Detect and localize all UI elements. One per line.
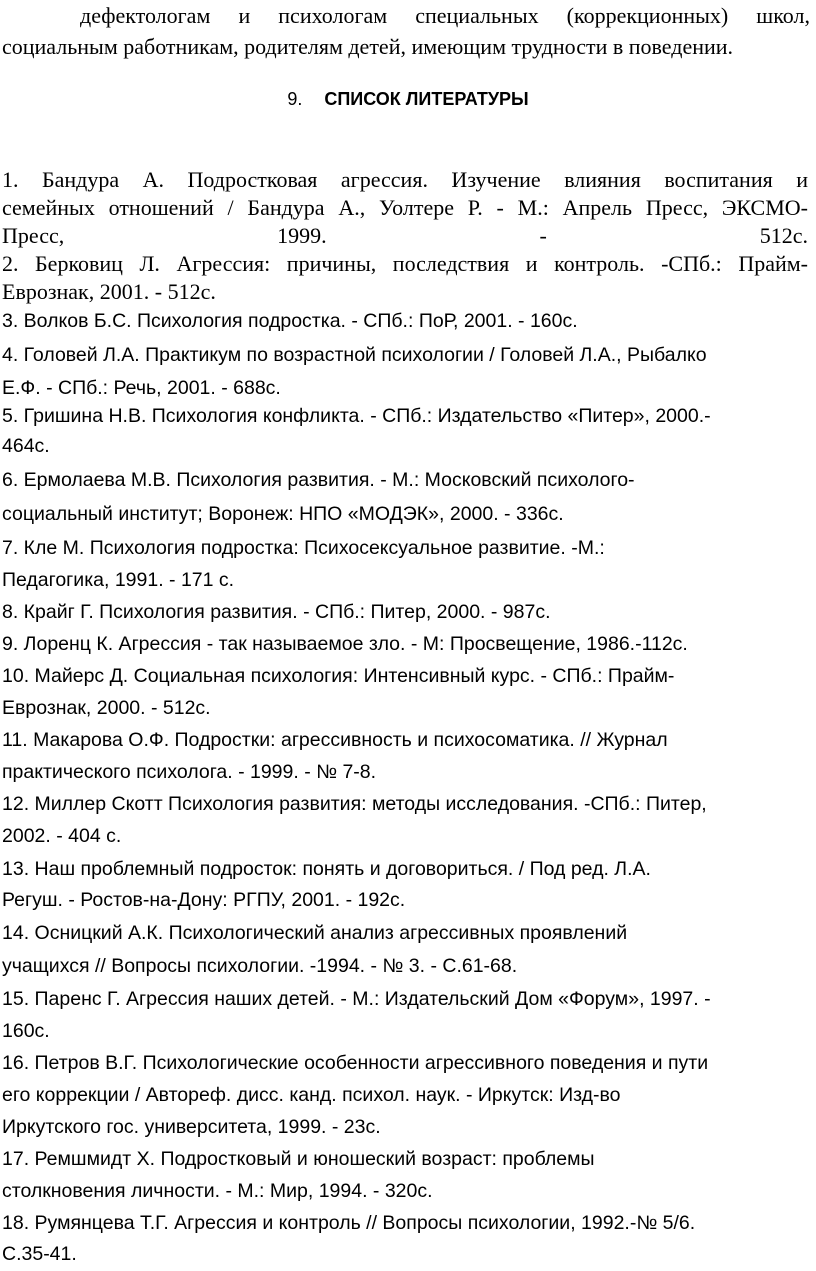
reference-line: Еврознак, 2000. - 512с.	[2, 697, 211, 719]
reference-line: 11. Макарова О.Ф. Подростки: агрессивность и психосоматика. // Журнал	[2, 729, 668, 751]
reference-line: 12. Миллер Скотт Психология развития: методы исследования. -СПб.: Питер,	[2, 793, 707, 815]
reference-line: 10. Майерс Д. Социальная психология: Интенсивный курс. - СПб.: Прайм-	[2, 665, 675, 687]
reference-line: Педагогика, 1991. - 171 с.	[2, 569, 235, 591]
reference-line: Регуш. - Ростов-на-Дону: РГПУ, 2001. - 192с.	[2, 889, 406, 911]
section-title: СПИСОК ЛИТЕРАТУРЫ	[324, 89, 529, 109]
intro-line-1: дефектологам и психологам специальных (коррекционных) школ,	[80, 3, 810, 28]
reference-line: Иркутского гос. университета, 1999. - 23с.	[2, 1116, 381, 1138]
reference-line: социальный институт; Воронеж: НПО «МОДЭК», 2000. - 336с.	[2, 503, 564, 525]
section-heading	[0, 85, 816, 113]
reference-line: его коррекции / Автореф. дисс. канд. психол. наук. - Иркутск: Изд-во	[2, 1084, 621, 1106]
reference-line: 14. Осницкий А.К. Психологический анализ агрессивных проявлений	[2, 922, 628, 944]
reference-line: 5. Гришина Н.В. Психология конфликта. - СПб.: Издательство «Питер», 2000.-	[2, 405, 711, 427]
reference-line: 13. Наш проблемный подросток: понять и договориться. / Под ред. Л.А.	[2, 858, 651, 880]
reference-line: 6. Ермолаева М.В. Психология развития. - М.: Московский психолого-	[2, 469, 635, 491]
reference-line: 464с.	[2, 435, 50, 457]
reference-line: 17. Ремшмидт Х. Подростковый и юношеский возраст: проблемы	[2, 1148, 595, 1170]
intro-line-2: социальным работникам, родителям детей, имеющим трудности в поведении.	[2, 34, 734, 59]
reference-line: 15. Паренс Г. Агрессия наших детей. - М.: Издательский Дом «Форум», 1997. -	[2, 988, 711, 1010]
reference-line: 7. Кле М. Психология подростка: Психосексуальное развитие. -М.:	[2, 537, 605, 559]
reference-line: 4. Головей Л.А. Практикум по возрастной психологии / Головей Л.А., Рыбалко	[2, 344, 707, 366]
reference-line: Еврознак, 2001. - 512с.	[2, 279, 216, 304]
reference-line: 2. Берковиц Л. Агрессия: причины, последствия и контроль. -СПб.: Прайм-	[2, 251, 808, 276]
reference-line: практического психолога. - 1999. - № 7-8.	[2, 761, 377, 783]
reference-line: 3. Волков Б.С. Психология подростка. - СПб.: ПоР, 2001. - 160с.	[2, 310, 578, 332]
reference-line: 2002. - 404 с.	[2, 825, 122, 847]
reference-line: 18. Румянцева Т.Г. Агрессия и контроль // Вопросы психологии, 1992.-№ 5/6.	[2, 1212, 696, 1234]
reference-line: 8. Крайг Г. Психология развития. - СПб.: Питер, 2000. - 987с.	[2, 601, 551, 623]
reference-line: С.35-41.	[2, 1243, 77, 1265]
reference-line: 160с.	[2, 1020, 50, 1042]
reference-line: учащихся // Вопросы психологии. -1994. - № 3. - С.61-68.	[2, 955, 518, 977]
reference-line: 16. Петров В.Г. Психологические особенности агрессивного поведения и пути	[2, 1052, 709, 1074]
reference-line: Е.Ф. - СПб.: Речь, 2001. - 688с.	[2, 377, 281, 399]
reference-line: семейных отношений / Бандура А., Уолтере Р. - М.: Апрель Пресс, ЭКСМО-	[2, 195, 808, 220]
reference-line: Пресс, 1999. - 512с.	[2, 223, 808, 248]
reference-line: столкновения личности. - М.: Мир, 1994. - 320с.	[2, 1180, 433, 1202]
reference-line: 9. Лоренц К. Агрессия - так называемое зло. - М: Просвещение, 1986.-112с.	[2, 633, 688, 655]
reference-line: 1. Бандура А. Подростковая агрессия. Изучение влияния воспитания и	[2, 167, 808, 192]
section-number: 9.	[287, 89, 303, 109]
